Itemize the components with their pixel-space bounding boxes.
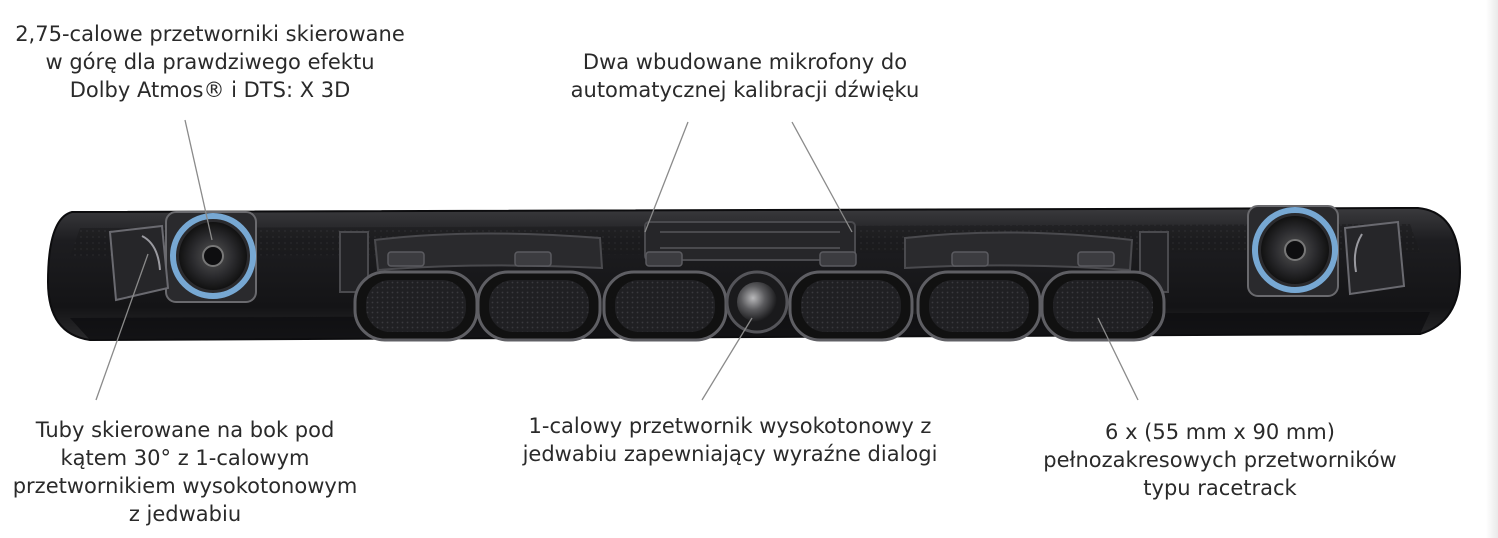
label-line: Dwa wbudowane mikrofony do (582, 50, 908, 74)
racetrack-driver (790, 272, 912, 340)
page-edge (1486, 0, 1498, 538)
label-line: 1-calowy przetwornik wysokotonowy z (528, 414, 932, 438)
label-line: Tuby skierowane na bok pod (35, 418, 335, 442)
label-line: automatycznej kalibracji dźwięku (570, 78, 920, 102)
label-line: przetwornikiem wysokotonowym (12, 474, 358, 498)
upfiring-driver-right (1248, 206, 1338, 296)
label-side-tubes (0, 416, 370, 528)
label-silk-tweeter (490, 412, 970, 468)
label-line: w górę dla prawdziwego efektu (45, 50, 375, 74)
label-line: pełnozakresowych przetworników (1043, 448, 1397, 472)
label-racetrack-drivers (1020, 418, 1420, 502)
racetrack-driver (478, 272, 600, 340)
racetrack-driver (355, 272, 477, 340)
label-microphones (550, 48, 940, 104)
label-upfiring-drivers (0, 20, 420, 104)
label-line: typu racetrack (1143, 476, 1297, 500)
racetrack-driver (1042, 272, 1164, 340)
label-line: 6 x (55 mm x 90 mm) (1105, 420, 1335, 444)
label-line: jedwabiu zapewniający wyraźne dialogi (522, 442, 938, 466)
racetrack-driver (918, 272, 1040, 340)
label-line: 2,75-calowe przetworniki skierowane (15, 22, 405, 46)
label-line: z jedwabiu (128, 502, 242, 526)
side-tube-left (110, 226, 168, 300)
label-line: Dolby Atmos® i DTS: X 3D (69, 78, 351, 102)
center-tweeter (727, 272, 787, 332)
side-tube-right (1345, 222, 1404, 294)
racetrack-driver (604, 272, 726, 340)
upfiring-driver-left (166, 212, 256, 302)
label-line: kątem 30° z 1-calowym (60, 446, 310, 470)
